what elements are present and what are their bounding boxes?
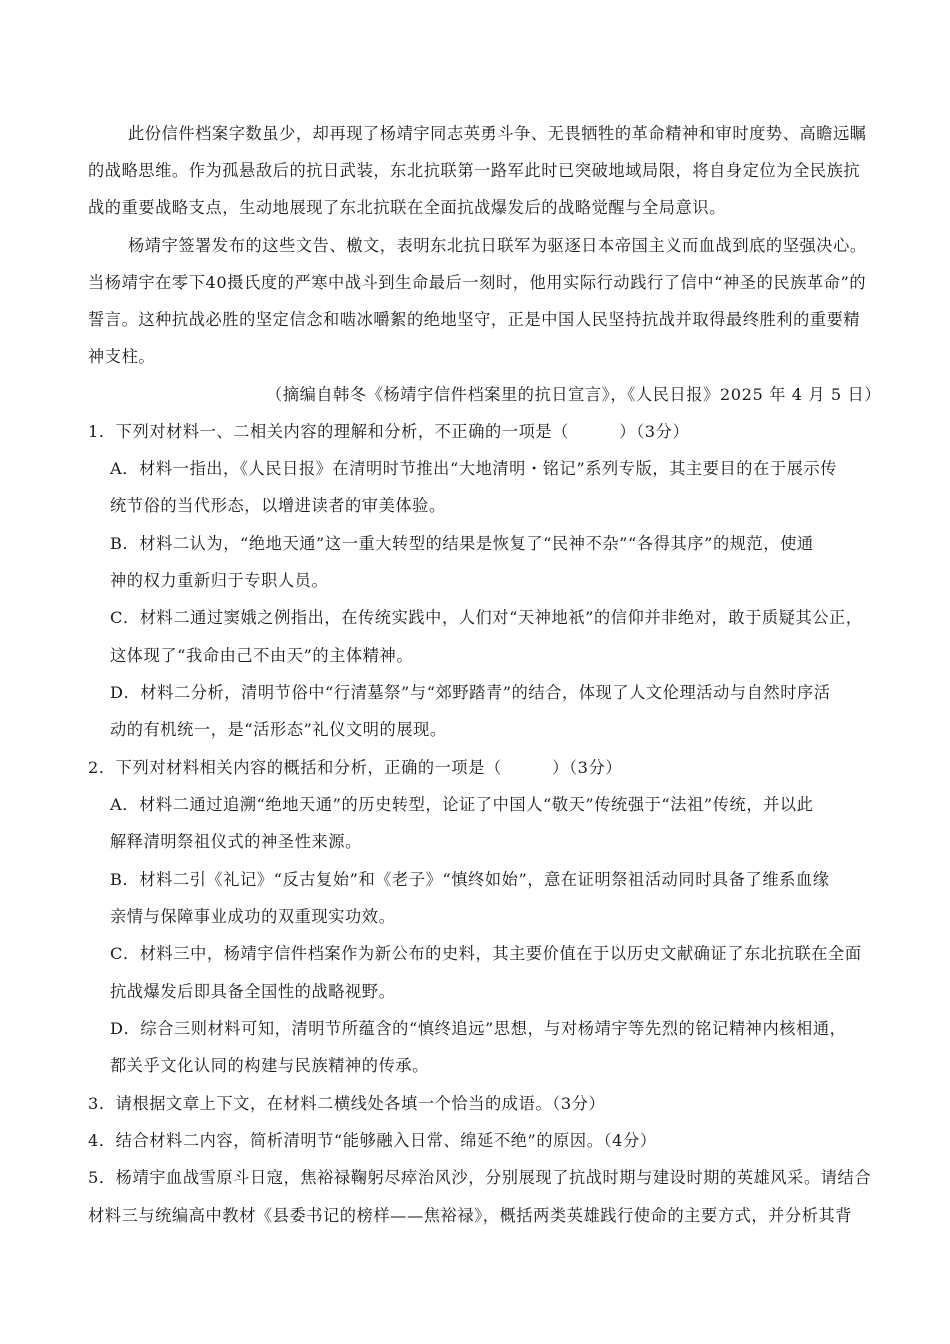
source-citation: （摘编自韩冬《杨靖宇信件档案里的抗日宣言》，《人民日报》2025 年 4 月 5 日） [266, 385, 882, 404]
option-line: A．材料二通过追溯“绝地天通”的历史转型，论证了中国人“敬天”传统强于“法祖”传统，并以此 [110, 795, 814, 814]
option-line: B．材料二认为，“绝地天通”这一重大转型的结果是恢复了“民神不杂”“各得其序”的规范，使通 [110, 534, 814, 553]
passage-line: 杨靖宇签署发布的这些文告、檄文，表明东北抗日联军为驱逐日本帝国主义而血战到底的坚强决心。 [128, 236, 867, 255]
passage-line: 当杨靖宇在零下40摄氏度的严寒中战斗到生命最后一刻时，他用实际行动践行了信中“神圣的民族革命”的 [88, 273, 867, 292]
option-line: C．材料二通过窦娥之例指出，在传统实践中，人们对“天神地祇”的信仰并非绝对，敢于质疑其公正， [110, 608, 863, 627]
passage-line: 的战略思维。作为孤悬敌后的抗日武装，东北抗联第一路军此时已突破地域局限，将自身定位为全民族抗 [88, 161, 861, 180]
passage-line: 神支柱。 [88, 347, 156, 366]
option-line: 亲情与保障事业成功的双重现实功效。 [110, 907, 396, 926]
question-stem-continued: 材料三与统编高中教材《县委书记的榜样——焦裕禄》，概括两类英雄践行使命的主要方式，并分析其背 [88, 1206, 853, 1225]
option-line: 这体现了“我命由己不由天”的主体精神。 [110, 646, 414, 665]
option-line: B．材料二引《礼记》“反古复始”和《老子》“慎终如始”，意在证明祭祖活动同时具备了维系血缘 [110, 870, 830, 889]
option-line: 抗战爆发后即具备全国性的战略视野。 [110, 982, 396, 1001]
option-line: D．材料二分析，清明节俗中“行清墓祭”与“郊野踏青”的结合，体现了人文伦理活动与自然时序活 [110, 683, 831, 702]
passage-line: 此份信件档案字数虽少，却再现了杨靖宇同志英勇斗争、无畏牺牲的革命精神和审时度势、高瞻远瞩 [128, 124, 867, 143]
question-stem: 2．下列对材料相关内容的概括和分析，正确的一项是（ ）（3分） [88, 758, 623, 777]
question-stem: 1．下列对材料一、二相关内容的理解和分析，不正确的一项是（ ）（3分） [88, 422, 690, 441]
option-line: 都关乎文化认同的构建与民族精神的传承。 [110, 1056, 429, 1075]
option-line: C．材料三中，杨靖宇信件档案作为新公布的史料，其主要价值在于以历史文献确证了东北抗联在全面 [110, 944, 862, 963]
question-stem: 4．结合材料二内容，简析清明节“能够融入日常、绵延不绝”的原因。（4分） [88, 1131, 657, 1150]
option-line: 神的权力重新归于专职人员。 [110, 571, 329, 590]
option-line: 动的有机统一，是“活形态”礼仪文明的展现。 [110, 720, 447, 739]
question-stem: 5．杨靖宇血战雪原斗日寇，焦裕禄鞠躬尽瘁治风沙，分别展现了抗战时期与建设时期的英雄风采。请结合 [88, 1168, 872, 1187]
passage-line: 战的重要战略支点，生动地展现了东北抗联在全面抗战爆发后的战略觉醒与全局意识。 [88, 198, 726, 217]
option-line: 统节俗的当代形态，以增进读者的审美体验。 [110, 496, 446, 515]
option-line: 解释清明祭祖仪式的神圣性来源。 [110, 832, 362, 851]
question-stem: 3．请根据文章上下文，在材料二横线处各填一个恰当的成语。（3分） [88, 1094, 606, 1113]
passage-line: 誓言。这种抗战必胜的坚定信念和啮冰嚼絮的绝地坚守，正是中国人民坚持抗战并取得最终胜利的重要精 [88, 310, 861, 329]
option-line: A．材料一指出，《人民日报》在清明时节推出“大地清明・铭记”系列专版，其主要目的在于展示传 [110, 459, 838, 478]
option-line: D．综合三则材料可知，清明节所蕴含的“慎终追远”思想，与对杨靖宇等先烈的铭记精神内核相通， [110, 1019, 847, 1038]
